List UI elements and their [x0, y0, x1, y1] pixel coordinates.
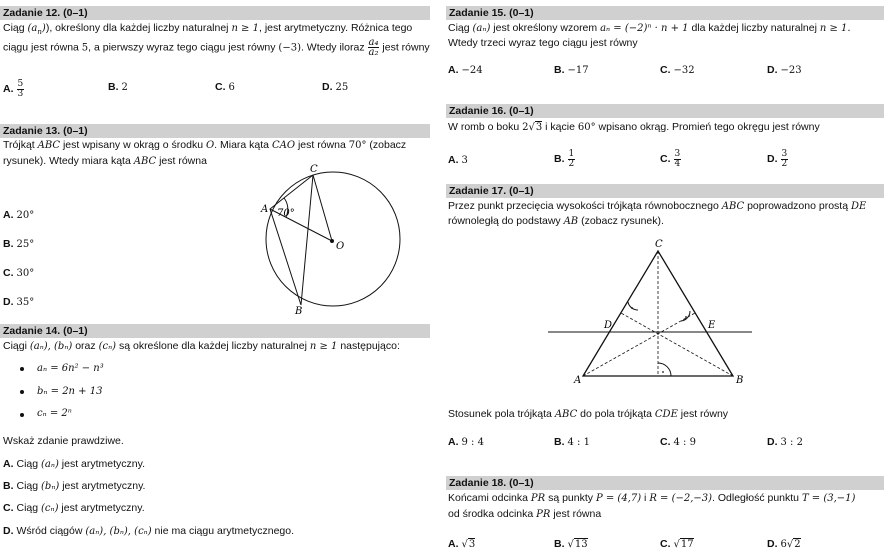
equilateral-triangle-figure — [540, 235, 760, 390]
task-16-option-c[interactable]: C. $\frac{3}{4}$ — [660, 149, 681, 169]
task-18-option-d[interactable]: D. 6√2 — [767, 538, 801, 550]
circle-triangle-figure — [255, 163, 415, 318]
label-o: O — [336, 241, 345, 252]
task-15-option-b[interactable]: B. −17 — [554, 64, 589, 76]
task-13-header: Zadanie 13. (0–1) — [0, 124, 430, 138]
task-13-option-c[interactable]: C. 30° — [3, 267, 35, 279]
right-angle-arc-right — [681, 311, 690, 321]
task-14-option-c[interactable]: C. Ciąg (cₙ) jest arytmetyczny. — [3, 502, 145, 514]
task-15-header: Zadanie 15. (0–1) — [446, 6, 884, 20]
task-16-option-d[interactable]: D. $\frac{3}{2}$ — [767, 149, 788, 169]
bullet-2 — [20, 390, 24, 394]
task-18-option-a[interactable]: A. √3 — [448, 538, 476, 550]
task-12-option-a[interactable]: A. $\frac{5}{3}$ — [3, 79, 24, 99]
task-12-option-d[interactable]: D. 25 — [322, 81, 349, 93]
quotient-fraction: $\frac{\text{a₄}}{\text{a₂}}$ — [368, 37, 379, 58]
task-15-option-a[interactable]: A. −24 — [448, 64, 483, 76]
label-e: E — [708, 320, 716, 331]
task-12-header: Zadanie 12. (0–1) — [0, 6, 430, 20]
task-13-option-a[interactable]: A. 20° — [3, 209, 35, 221]
bullet-1 — [20, 367, 24, 371]
task-12-option-c[interactable]: C. 6 — [215, 81, 235, 93]
angle-label: 70° — [277, 208, 295, 219]
task-18-header: Zadanie 18. (0–1) — [446, 476, 884, 490]
label-a: A — [261, 204, 269, 215]
task-17-option-c[interactable]: C. 4 : 9 — [660, 436, 696, 448]
center-o-point — [330, 239, 334, 243]
circumcircle — [266, 172, 400, 306]
task-14-option-d[interactable]: D. Wśród ciągów (aₙ), (bₙ), (cₙ) nie ma ciągu arytmetycznego. — [3, 525, 295, 537]
task-16-header: Zadanie 16. (0–1) — [446, 104, 884, 118]
task-14-question: Wskaż zdanie prawdziwe. — [3, 435, 124, 447]
task-13-line-1: Trójkąt ABC jest wpisany w okrąg o środku O. Miara kąta CAO jest równa 70° (zobacz — [3, 139, 407, 151]
task-17-line-2: równoległą do podstawy AB (zobacz rysunek). — [448, 215, 664, 227]
task-14-option-b[interactable]: B. Ciąg (bₙ) jest arytmetyczny. — [3, 480, 146, 492]
task-13-option-b[interactable]: B. 25° — [3, 238, 35, 250]
task-17-option-b[interactable]: B. 4 : 1 — [554, 436, 590, 448]
task-17-option-d[interactable]: D. 3 : 2 — [767, 436, 803, 448]
task-18-option-c[interactable]: C. √17 — [660, 538, 694, 550]
label-c: C — [655, 239, 663, 250]
task-14-intro: Ciągi (aₙ), (bₙ) oraz (cₙ) są określone dla każdej liczby naturalnej n ≥ 1 następująco: — [3, 340, 400, 352]
task-16-option-b[interactable]: B. $\frac{1}{2}$ — [554, 149, 575, 169]
formula-a: aₙ = 6n² − n³ — [37, 363, 104, 374]
task-12-line-1: Ciąg $(a_n)$), określony dla każdej liczby naturalnej n ≥ 1, jest arytmetyczny. Różnica tego — [3, 22, 413, 36]
label-c: C — [310, 164, 318, 175]
altitude-a — [583, 313, 695, 376]
task-18-line-1: Końcami odcinka PR są punkty P = (4,7) i R = (−2,−3). Odległość punktu T = (3,−1) — [448, 492, 856, 504]
task-17-line-1: Przez punkt przecięcia wysokości trójkąta równobocznego ABC poprowadzono prostą DE — [448, 200, 867, 212]
task-15-option-c[interactable]: C. −32 — [660, 64, 695, 76]
formula-b: bₙ = 2n + 13 — [37, 386, 103, 397]
task-18-line-2: od środka odcinka PR jest równa — [448, 508, 602, 520]
task-16-line-1: W romb o boku 2√3 i kącie 60° wpisano okrąg. Promień tego okręgu jest równy — [448, 121, 820, 133]
label-a: A — [574, 375, 582, 386]
right-angle-arc-bottom — [658, 363, 671, 376]
label-b: B — [295, 306, 303, 317]
triangle-abc — [270, 175, 313, 305]
task-16-option-a[interactable]: A. 3 — [448, 154, 468, 166]
bullet-3 — [20, 413, 24, 417]
task-14-header: Zadanie 14. (0–1) — [0, 324, 430, 338]
task-17-option-a[interactable]: A. 9 : 4 — [448, 436, 484, 448]
segment-co — [313, 175, 332, 241]
right-angle-arc-left — [628, 302, 638, 310]
task-12-option-b[interactable]: B. 2 — [108, 81, 128, 93]
task-18-option-b[interactable]: B. √13 — [554, 538, 588, 550]
task-15-line-1: Ciąg (aₙ) jest określony wzorem aₙ = (−2)ⁿ · n + 1 dla każdej liczby naturalnej n ≥ 1. — [448, 22, 851, 34]
task-13-option-d[interactable]: D. 35° — [3, 296, 35, 308]
task-14-option-a[interactable]: A. Ciąg (aₙ) jest arytmetyczny. — [3, 458, 146, 470]
task-15-line-2: Wtedy trzeci wyraz tego ciągu jest równy — [448, 37, 638, 49]
task-17-header: Zadanie 17. (0–1) — [446, 184, 884, 198]
task-12-line-2: ciągu jest równa 5, a pierwszy wyraz tego ciągu jest równy (−3). Wtedy iloraz $\frac{\text{a₄}}{\text{a₂}}$ jest równy — [3, 37, 430, 58]
task-13-line-2: rysunek). Wtedy miara kąta ABC jest równa — [3, 155, 207, 167]
altitude-b — [621, 313, 733, 376]
formula-c: cₙ = 2ⁿ — [37, 408, 72, 419]
task-15-option-d[interactable]: D. −23 — [767, 64, 802, 76]
task-17-question: Stosunek pola trójkąta ABC do pola trójkąta CDE jest równy — [448, 408, 729, 420]
label-b: B — [736, 375, 744, 386]
label-d: D — [604, 320, 613, 331]
